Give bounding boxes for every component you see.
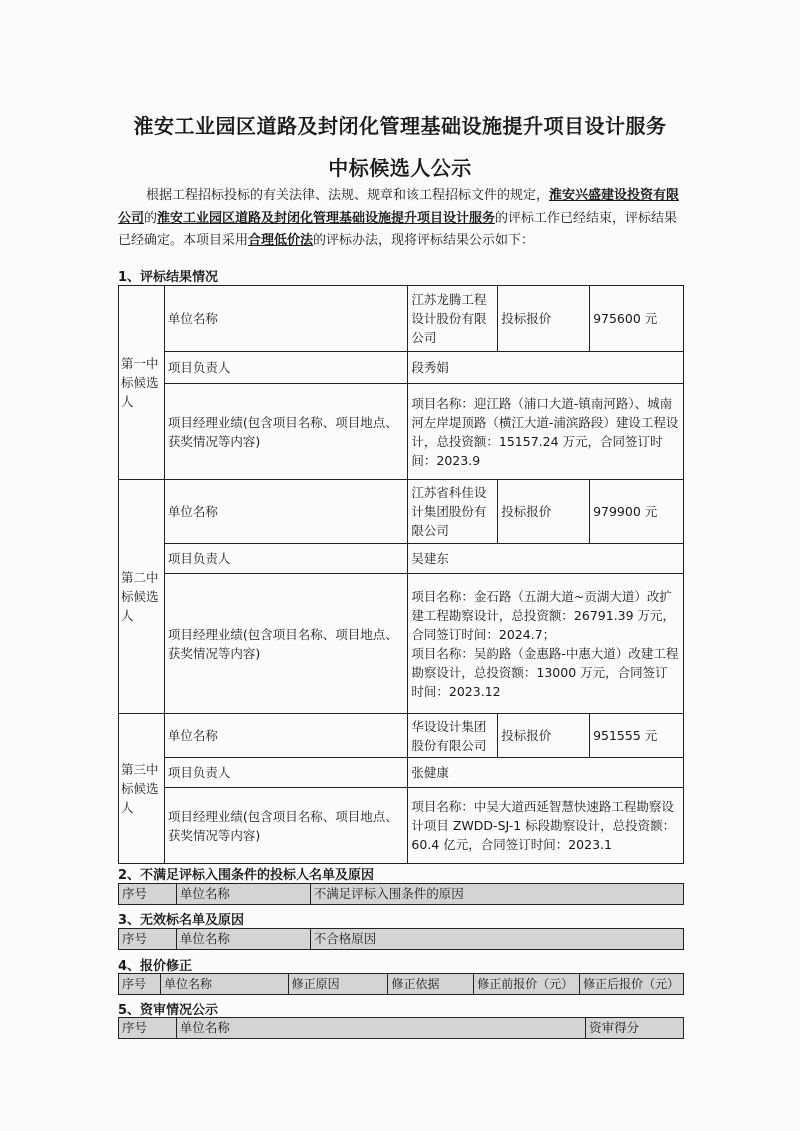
bid-price-label: 投标报价 [498,286,590,352]
header-cell: 序号 [119,974,161,995]
project-name: 淮安工业园区道路及封闭化管理基础设施提升项目设计服务 [157,210,496,226]
intro-text-3: 的评标工作已经结束，评标结果已经确定。本项目采用 [118,210,678,248]
intro-text-1: 根据工程招标投标的有关法律、法规、规章和该工程招标文件的规定， [146,188,550,203]
candidate-3-price: 951555 元 [590,714,684,758]
performance-item: 项目名称：吴韵路（金惠路-中惠大道）改建工程勘察设计，总投资额：13000 万元，合同签订时间：2023.12 [411,645,679,699]
candidate-2-price: 979900 元 [590,480,684,544]
section-4-title: 4、报价修正 [118,959,193,974]
section-5-header-row [119,1018,684,1039]
performance-item: 项目名称：迎江路（浦口大道-镇南河路）、城南河左岸堤顶路（横江大道-浦滨路段）建设工程设计，总投资额：15157.24 万元，合同签订时间：2023.9 [411,395,679,468]
header-cell: 修正依据 [388,974,474,995]
header-cell: 单位名称 [176,1018,585,1039]
bid-price-label: 投标报价 [498,480,590,544]
performance-label: 项目经理业绩(包含项目名称、项目地点、获奖情况等内容) [164,384,407,480]
candidate-2-manager-row [119,544,684,574]
candidate-1-price: 975600 元 [590,286,684,352]
candidate-1-performance [408,384,684,480]
candidate-2-manager: 吴建东 [408,544,684,574]
header-cell: 不满足评标入围条件的原因 [310,884,683,905]
performance-label: 项目经理业绩(包含项目名称、项目地点、获奖情况等内容) [164,788,407,864]
candidate-1-manager: 段秀娟 [408,352,684,384]
candidate-2-performance [408,574,684,714]
header-cell: 不合格原因 [310,929,683,950]
candidates-table [118,285,684,864]
section-4-table [118,973,684,995]
candidate-1-manager-row [119,352,684,384]
section-5-table [118,1017,684,1039]
section-1-title: 1、评标结果情况 [118,270,219,285]
performance-item: 项目名称：中吴大道西延智慧快速路工程勘察设计项目 ZWDD-SJ-1 标段勘察设计，总投资额：60.4 亿元，合同签订时间：2023.1 [411,799,676,852]
candidate-2-unit-row [119,480,684,544]
header-cell: 修正前报价（元） [474,974,580,995]
candidate-3-rank: 第三中标候选人 [119,714,165,864]
evaluation-method: 合理低价法 [248,233,314,248]
section-2-title: 2、不满足评标入围条件的投标人名单及原因 [118,868,375,883]
header-cell: 序号 [119,929,177,950]
header-cell: 单位名称 [176,929,310,950]
candidate-3-performance-row [119,788,684,864]
candidate-2-unit: 江苏省科佳设计集团股份有限公司 [408,480,498,544]
page-subtitle: 中标候选人公示 [328,156,472,180]
section-2-header-row [119,884,684,905]
section-2-table [118,883,684,905]
header-cell: 单位名称 [176,884,310,905]
candidate-3-unit-row [119,714,684,758]
performance-label: 项目经理业绩(包含项目名称、项目地点、获奖情况等内容) [164,574,407,714]
unit-name-label: 单位名称 [164,286,407,352]
header-cell: 资审得分 [586,1018,684,1039]
candidate-2-performance-row [119,574,684,714]
unit-name-label: 单位名称 [164,480,407,544]
section-3-header-row [119,929,684,950]
candidate-3-manager-row [119,758,684,788]
candidate-3-unit: 华设设计集团股份有限公司 [408,714,498,758]
header-cell: 单位名称 [160,974,288,995]
candidate-1-rank: 第一中标候选人 [119,286,165,480]
candidate-1-unit: 江苏龙腾工程设计股份有限公司 [408,286,498,352]
intro-text-4: 的评标办法，现将评标结果公示如下： [313,233,535,248]
bid-price-label: 投标报价 [498,714,590,758]
section-4-header-row [119,974,684,995]
tenderer-name: 淮安兴盛建设投资有限公司 [118,188,680,226]
intro-text-2: 的 [144,210,158,226]
header-cell: 修正原因 [288,974,388,995]
section-5-title: 5、资审情况公示 [118,1003,219,1018]
candidate-2-rank: 第二中标候选人 [119,480,165,714]
candidate-1-performance-row [119,384,684,480]
header-cell: 修正后报价（元） [580,974,684,995]
candidate-3-performance [408,788,684,864]
header-cell: 序号 [119,884,177,905]
performance-item: 项目名称：金石路（五湖大道~贡湖大道）改扩建工程勘察设计，总投资额：26791.39 万元，合同签订时间：2024.7； [411,588,676,642]
manager-label: 项目负责人 [164,544,407,574]
section-3-table [118,928,684,950]
manager-label: 项目负责人 [164,758,407,788]
intro-paragraph [118,185,684,253]
section-3-title: 3、无效标名单及原因 [118,913,245,928]
candidate-1-unit-row [119,286,684,352]
page-title: 淮安工业园区道路及封闭化管理基础设施提升项目设计服务 [133,114,667,138]
unit-name-label: 单位名称 [164,714,407,758]
header-cell: 序号 [119,1018,177,1039]
candidate-3-manager: 张健康 [408,758,684,788]
manager-label: 项目负责人 [164,352,407,384]
